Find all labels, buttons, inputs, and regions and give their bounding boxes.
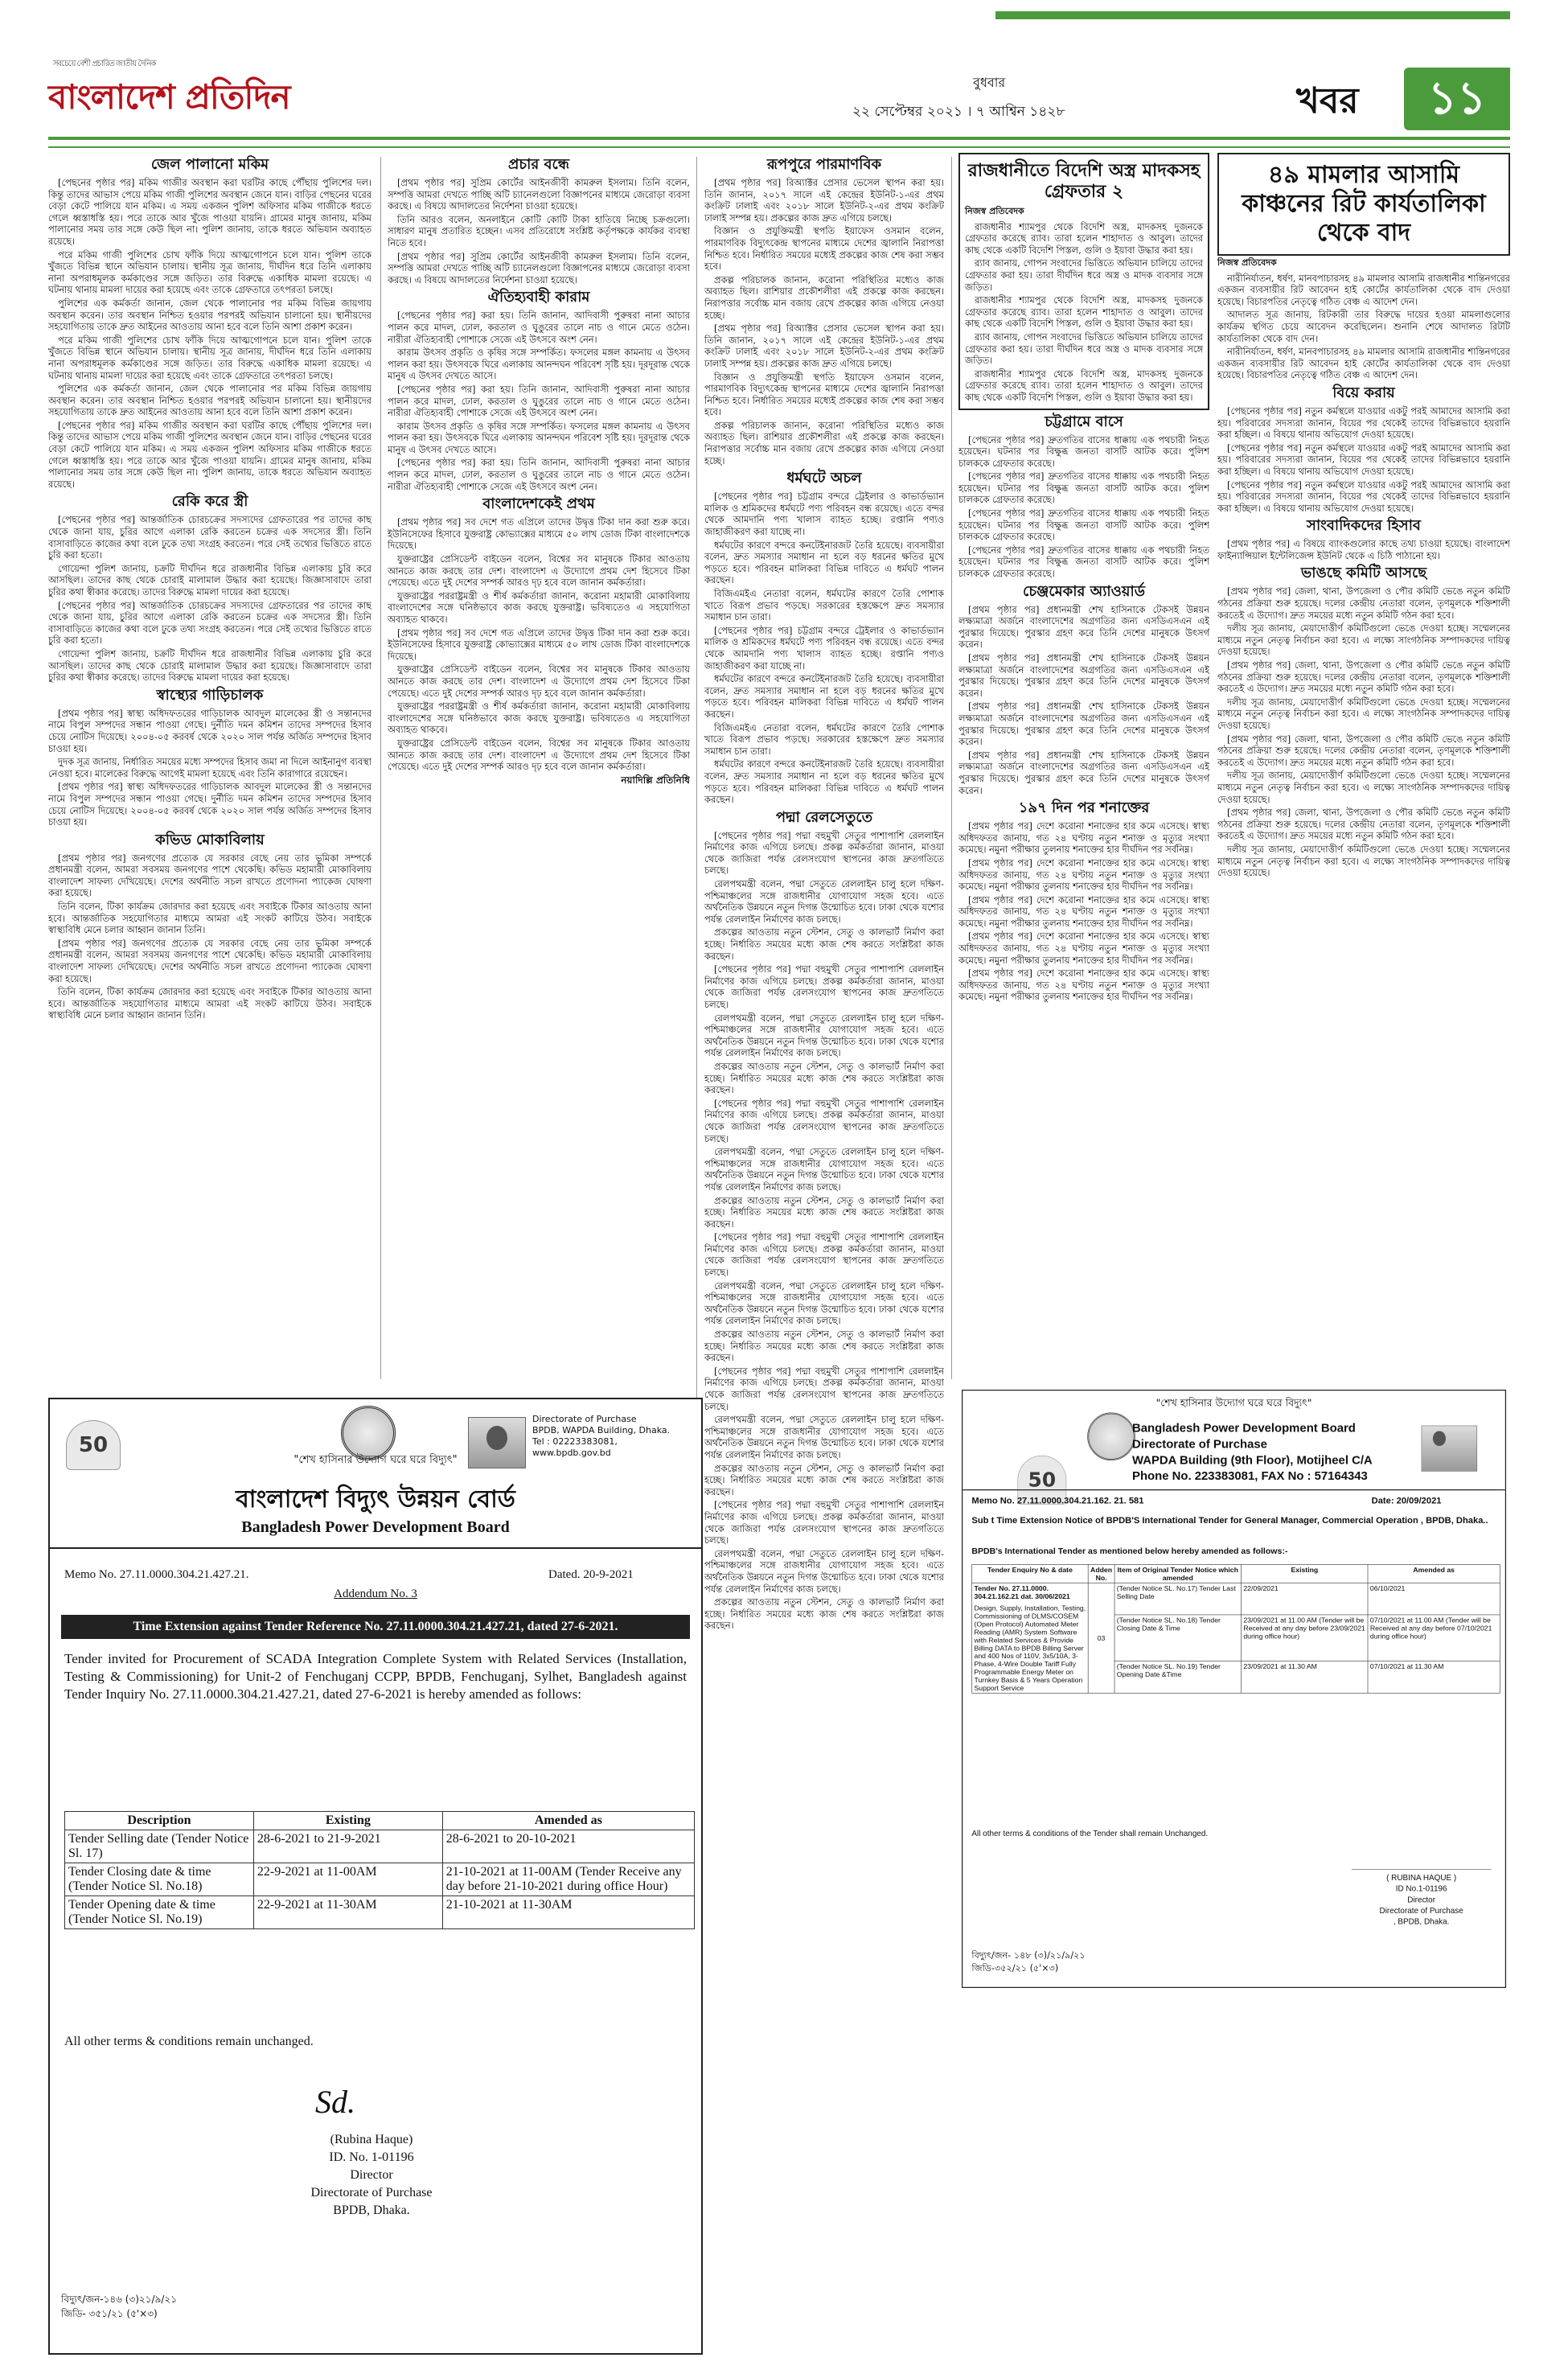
article-paragraph: [প্রথম পৃষ্ঠার পর] রিঅ্যাক্টর প্রেসার ভেসেল স্থাপন করা হয়। তিনি জানান, ২০১৭ সালে এই কেন্দ্রের ইউনিট-১-এর প্রথম কংক্রিট ঢালাই এবং ২০১৮ সালে ইউনিট-২-এর প্রথম কংক্রিট ঢালাই সম্পন্ন হয়। প্রকল্পের কাজ দ্রুত এগিয়ে চলছে। [704, 322, 944, 369]
article-paragraph: বিজিএমইএ নেতারা বলেন, ধর্মঘটের কারণে তৈরি পোশাক খাতে বিরূপ প্রভাব পড়ছে। সরকারের হস্তক্ষেপে দ্রুত সমস্যার সমাধান চান তারা। [704, 588, 944, 623]
article-paragraph: দুদক সূত্র জানায়, নির্ধারিত সময়ের মধ্যে সম্পদের হিসাব জমা না দিলে আইনানুগ ব্যবস্থা নেওয়া হবে। মালেকের বিরুদ্ধে আগেই মামলা হয়েছে এবং তিনি কারাগারে রয়েছেন। [48, 756, 371, 779]
article-paragraph: [পেছনের পৃষ্ঠার পর] পদ্মা বহুমুখী সেতুর পাশাপাশি রেললাইন নির্মাণের কাজ এগিয়ে চলছে। প্রকল্প কর্মকর্তারা জানান, মাওয়া থেকে জাজিরা পর্যন্ত রেলসংযোগ স্থাপনের কাজ দ্রুতগতিতে চলছে। [704, 1097, 944, 1144]
article-paragraph: [পেছনের পৃষ্ঠার পর] করা হয়। তিনি জানান, আদিবাসী পুরুষরা নানা আচার পালন করে মাদল, ঢোল, করতাল ও ঘুঙুরের তালে নাচ ও গানে মেতে ওঠেন। নারীরা ঐতিহ্যবাহী পোশাকে সেজে এই উৎসবে অংশ নেন। [388, 310, 690, 345]
time-extension-banner: Time Extension against Tender Reference No. 27.11.0000.304.21.427.21, dated 27-6-2021. [61, 1615, 690, 1639]
table-cell: Tender Opening date & time (Tender Notice Sl. No.19) [65, 1896, 254, 1929]
table-cell: (Tender Notice SL. No.17) Tender Last Selling Date [1114, 1583, 1242, 1615]
table-cell: (Tender Notice SL. No.18) Tender Closing Date & Time [1114, 1615, 1242, 1661]
article-paragraph: তিনি আরও বলেন, অনলাইনে কোটি কোটি টাকা হাতিয়ে নিচ্ছে চক্রগুলো। সাধারণ মানুষ প্রতারিত হচ্ছেন। এসব প্রতিরোধে সংশ্লিষ্ট কর্তৃপক্ষকে কার্যকর ব্যবস্থা নিতে হবে। [388, 213, 690, 248]
table-cell: 23/09/2021 at 11.00 AM (Tender will be Received at any day before 23/09/2021 during office hour) [1242, 1615, 1369, 1661]
headline-karam: ঐতিহ্যবাহী কারাম [487, 289, 590, 306]
table-header: Existing [1242, 1564, 1369, 1583]
directorate: Directorate of Purchase [1132, 1437, 1267, 1452]
article-paragraph: তিনি বলেন, টিকা কার্যক্রম জোরদার করা হয়েছে এবং সবাইকে টিকার আওতায় আনা হবে। আন্তর্জাতিক সহযোগিতার মাধ্যমে আমরা এই সংকট কাটিয়ে উঠব। সবাইকে স্বাস্থ্যবিধি মেনে চলার আহ্বান জানান তিনি। [48, 986, 371, 1021]
article-paragraph: [পেছনের পৃষ্ঠার পর] দ্রুতগতির বাসের ধাক্কায় এক পথচারী নিহত হয়েছেন। ঘটনার পর বিক্ষুব্ধ জনতা বাসটি আটক করে। পুলিশ চালককে গ্রেফতার করেছে। [958, 470, 1209, 506]
enquiry-number: Tender No. 27.11.0000. 304.21.162.21 dat. 30/06/2021 [974, 1583, 1070, 1600]
article-paragraph: [প্রথম পৃষ্ঠার পর] এ বিষয়ে ব্যাংকগুলোর কাছে তথ্য চাওয়া হয়েছে। বাংলাদেশ ফাইন্যান্সিয়াল ইন্টেলিজেন্স ইউনিট থেকে এ চিঠি পাঠানো হয়। [1217, 538, 1510, 561]
article-paragraph: প্রকল্প পরিচালক জানান, করোনা পরিস্থিতির মধ্যেও কাজ অব্যাহত ছিল। রাশিয়ার প্রকৌশলীরা এই প্রকল্পে কাজ করছেন। নিরাপত্তার সর্বোচ্চ মান বজায় রেখে প্রকল্পের কাজ এগিয়ে নেওয়া হচ্ছে। [704, 273, 944, 321]
article-paragraph: পুলিশের এক কর্মকর্তা জানান, জেল থেকে পালানোর পর মকিম বিভিন্ন জায়গায় অবস্থান করেন। তার অবস্থান নিশ্চিত হওয়ার পরপরই অভিযান চালানো হয়। স্থানীয়দের সহযোগিতায় তাকে দ্রুত আইনের আওতায় আনা হবে বলে তিনি আশা প্রকাশ করেন। [48, 383, 371, 418]
article-paragraph: প্রকল্পের আওতায় নতুন স্টেশন, সেতু ও কালভার্ট নির্মাণ করা হচ্ছে। নির্ধারিত সময়ের মধ্যে কাজ শেষ করতে সংশ্লিষ্টরা কাজ করছেন। [704, 1194, 944, 1230]
enquiry-cell [972, 1583, 1088, 1693]
article-paragraph: [পেছনের পৃষ্ঠার পর] পদ্মা বহুমুখী সেতুর পাশাপাশি রেললাইন নির্মাণের কাজ এগিয়ে চলছে। প্রকল্প কর্মকর্তারা জানান, মাওয়া থেকে জাজিরা পর্যন্ত রেলসংযোগ স্থাপনের কাজ দ্রুতগতিতে চলছে। [704, 963, 944, 1010]
office-line: Directorate of Purchase [532, 1414, 637, 1424]
signer-line: Directorate of Purchase [310, 2186, 433, 2199]
article-paragraph: গোয়েন্দা পুলিশ জানায়, চক্রটি দীর্ঘদিন ধরে রাজধানীর বিভিন্ন এলাকায় চুরি করে আসছিল। তাদের কাছ থেকে চোরাই মালামাল উদ্ধার করা হয়েছে। জিজ্ঞাসাবাদে তারা চুরির কথা স্বীকার করেছে। তাদের বিরুদ্ধে মামলা দায়ের করা হয়েছে। [48, 647, 371, 684]
signer-block [1352, 1850, 1492, 1928]
table-header: Item of Original Tender Notice which amended [1114, 1564, 1242, 1583]
org-block [1132, 1420, 1373, 1484]
article-paragraph: যুক্তরাষ্ট্রের প্রেসিডেন্ট বাইডেন বলেন, বিশ্বের সব মানুষকে টিকার আওতায় আনতে কাজ করছে তার দেশ। বাংলাদেশ এ উদ্যোগে প্রথম দেশ হিসেবে টিকা পেয়েছে। এতে দুই দেশের সম্পর্ক আরও দৃঢ় হবে বলে জানান কর্মকর্তারা। [388, 737, 690, 773]
article-paragraph: গোয়েন্দা পুলিশ জানায়, চক্রটি দীর্ঘদিন ধরে রাজধানীর বিভিন্ন এলাকায় চুরি করে আসছিল। তাদের কাছ থেকে চোরাই মালামাল উদ্ধার করা হয়েছে। জিজ্ঞাসাবাদে তারা চুরির কথা স্বীকার করেছে। তাদের বিরুদ্ধে মামলা দায়ের করা হয়েছে। [48, 562, 371, 598]
signer-line: ID. No. 1-01196 [329, 2150, 414, 2164]
headline-padma-rail: পদ্মা রেলসেতুতে [775, 808, 873, 826]
memo-date: Date: 20/09/2021 [1371, 1495, 1442, 1505]
jubilee-logo: 50 [1017, 1456, 1066, 1505]
signer-block [259, 2131, 484, 2220]
headline-kanchan: ৪৯ মামলার আসামি কাঞ্চনের রিট কার্যতালিকা থেকে বাদ [1242, 161, 1486, 247]
masthead-rule [48, 137, 1510, 140]
table-cell: 28-6-2021 to 20-10-2021 [442, 1830, 694, 1863]
signer-line: ID No.1-01196 [1395, 1884, 1447, 1894]
table-row [65, 1863, 695, 1896]
article-paragraph: [প্রথম পৃষ্ঠার পর] জনগণের প্রত্যেক যে সরকার বেছে নেয় তার ভূমিকা সম্পর্কে প্রধানমন্ত্রী বলেন, আমরা সবসময় জনগণের পাশে থেকেছি। কভিড মহামারী মোকাবিলায় বাংলাদেশ সাফল্য দেখিয়েছে। দেশের অর্থনীতি সচল রাখতে প্রণোদনা প্যাকেজ ঘোষণা করা হয়েছে। [48, 852, 371, 899]
byline: নিজস্ব প্রতিবেদক [965, 206, 1024, 216]
article-paragraph: [প্রথম পৃষ্ঠার পর] জেলা, থানা, উপজেলা ও পৌর কমিটি ভেঙে নতুন কমিটি গঠনের প্রক্রিয়া শুরু হয়েছে। দলের কেন্দ্রীয় নেতারা বলেন, তৃণমূলকে শক্তিশালী করতেই এ উদ্যোগ। দ্রুত সময়ের মধ্যে নতুন কমিটি গঠন করা হবে। [1217, 733, 1510, 768]
table-row [65, 1896, 695, 1929]
article-paragraph: [প্রথম পৃষ্ঠার পর] প্রধানমন্ত্রী শেখ হাসিনাকে টেকসই উন্নয়ন লক্ষ্যমাত্রা অর্জনে বাংলাদেশের অগ্রগতির জন্য এসডিএসএন এই পুরস্কার দিয়েছে। পুরস্কার গ্রহণ করে তিনি দেশের মানুষকে উৎসর্গ করেন। [958, 700, 1209, 748]
article-paragraph: [পেছনের পৃষ্ঠার পর] পদ্মা বহুমুখী সেতুর পাশাপাশি রেললাইন নির্মাণের কাজ এগিয়ে চলছে। প্রকল্প কর্মকর্তারা জানান, মাওয়া থেকে জাজিরা পর্যন্ত রেলসংযোগ স্থাপনের কাজ দ্রুতগতিতে চলছে। [704, 1365, 944, 1412]
article-paragraph: যুক্তরাষ্ট্রের পররাষ্ট্রমন্ত্রী ও শীর্ষ কর্মকর্তারা জানান, করোনা মহামারী মোকাবিলায় বাংলাদেশের সঙ্গে ঘনিষ্ঠভাবে কাজ করছে যুক্তরাষ্ট্র। ভবিষ্যতেও এ সহযোগিতা অব্যাহত থাকবে। [388, 700, 690, 736]
amendment-table [64, 1811, 695, 1929]
article-paragraph: [প্রথম পৃষ্ঠার পর] জেলা, থানা, উপজেলা ও পৌর কমিটি ভেঙে নতুন কমিটি গঠনের প্রক্রিয়া শুরু হয়েছে। দলের কেন্দ্রীয় নেতারা বলেন, তৃণমূলকে শক্তিশালী করতেই এ উদ্যোগ। দ্রুত সময়ের মধ্যে নতুন কমিটি গঠন করা হবে। [1217, 807, 1510, 842]
headline-covid: কভিড মোকাবিলায় [155, 831, 265, 848]
article-paragraph: প্রকল্পের আওতায় নতুন স্টেশন, সেতু ও কালভার্ট নির্মাণ করা হচ্ছে। নির্ধারিত সময়ের মধ্যে কাজ শেষ করতে সংশ্লিষ্টরা কাজ করছেন। [704, 1462, 944, 1497]
page-number: ১১ [1404, 68, 1510, 130]
table-cell: Tender Selling date (Tender Notice Sl. 17) [65, 1830, 254, 1863]
bpdb-tender-ad-right [962, 1390, 1506, 1988]
article-paragraph: রেলপথমন্ত্রী বলেন, পদ্মা সেতুতে রেললাইন চালু হলে দক্ষিণ-পশ্চিমাঞ্চলের সঙ্গে রাজধানীর যোগাযোগ সহজ হবে। এতে অর্থনৈতিক উন্নয়নে নতুন দিগন্ত উন্মোচিত হবে। ঢাকা থেকে যশোর পর্যন্ত রেললাইন নির্মাণের কাজ চলছে। [704, 1146, 944, 1193]
logo-tagline: সবচেয়ে বেশী প্রচারিত জাতীয় দৈনিক [53, 60, 156, 68]
article-paragraph: রেলপথমন্ত্রী বলেন, পদ্মা সেতুতে রেললাইন চালু হলে দক্ষিণ-পশ্চিমাঞ্চলের সঙ্গে রাজধানীর যোগাযোগ সহজ হবে। এতে অর্থনৈতিক উন্নয়নে নতুন দিগন্ত উন্মোচিত হবে। ঢাকা থেকে যশোর পর্যন্ত রেললাইন নির্মাণের কাজ চলছে। [704, 1279, 944, 1327]
ad-code: জিডি- ৩৫১/২১ (৫'×৩) [61, 2308, 158, 2319]
office-line: www.bpdb.gov.bd [532, 1448, 611, 1458]
article-paragraph: নারীনির্যাতন, ধর্ষণ, মানবপাচারসহ ৪৯ মামলার আসামি রাজধানীর শান্তিনগরের একজন ব্যবসায়ীর রিট আবেদন হাই কোর্টের কার্যতালিকা থেকে বাদ দেওয়া হয়েছে। বিচারপতির নেতৃত্বে গঠিত বেঞ্চ এ আদেশ দেন। [1217, 272, 1510, 307]
headline-changemaker: চেঞ্জমেকার অ্যাওয়ার্ড [1023, 582, 1145, 600]
article-paragraph: ধর্মঘটের কারণে বন্দরে কনটেইনারজট তৈরি হয়েছে। ব্যবসায়ীরা বলেন, দ্রুত সমস্যার সমাধান না হলে বড় ধরনের ক্ষতির মুখে পড়তে হবে। পরিবহন মালিকরা বিভিন্ন দাবিতে এ ধর্মঘট পালন করছেন। [704, 673, 944, 720]
subject-line: Sub t Time Extension Notice of BPDB'S International Tender for General Manager, Commercial Operation , BPDB, Dhaka.. [971, 1515, 1488, 1526]
article-paragraph: [প্রথম পৃষ্ঠার পর] দেশে করোনা শনাক্তের হার কমে এসেছে। স্বাস্থ্য অধিদফতর জানায়, গত ২৪ ঘণ্টায় নতুন শনাক্ত ও মৃত্যুর সংখ্যা কমেছে। নমুনা পরীক্ষার তুলনায় শনাক্তের হার দীর্ঘদিন পর সর্বনিম্ন। [958, 967, 1209, 1003]
masthead-green-bar [995, 11, 1510, 19]
article-paragraph: রেলপথমন্ত্রী বলেন, পদ্মা সেতুতে রেললাইন চালু হলে দক্ষিণ-পশ্চিমাঞ্চলের সঙ্গে রাজধানীর যোগাযোগ সহজ হবে। এতে অর্থনৈতিক উন্নয়নে নতুন দিগন্ত উন্মোচিত হবে। ঢাকা থেকে যশোর পর্যন্ত রেললাইন নির্মাণের কাজ চলছে। [704, 1414, 944, 1460]
ad-code: বিদ্যুৎ/জন- ১৪৮ (৩)/২১/৯/২১ [971, 1949, 1086, 1961]
ad-code: জিডি-৩৫২/২১ (৫'×৩) [971, 1963, 1059, 1974]
memo-number: Memo No. 27.11.0000.304.21.162. 21. 581 [971, 1495, 1144, 1505]
article-paragraph: [প্রথম পৃষ্ঠার পর] সব দেশে গত এপ্রিলে তাদের উদ্বৃত্ত টিকা দান করা শুরু করে। ইউনিসেফের হিসাবে যুক্তরাষ্ট্র কোভ্যাক্সের মাধ্যমে ৫০ লাখ ডোজ টিকা বাংলাদেশকে দিয়েছে। [388, 516, 690, 552]
article-paragraph: ধর্মঘটের কারণে বন্দরে কনটেইনারজট তৈরি হয়েছে। ব্যবসায়ীরা বলেন, দ্রুত সমস্যার সমাধান না হলে বড় ধরনের ক্ষতির মুখে পড়তে হবে। পরিবহন মালিকরা বিভিন্ন দাবিতে এ ধর্মঘট পালন করছেন। [704, 539, 944, 586]
article-paragraph: প্রকল্পের আওতায় নতুন স্টেশন, সেতু ও কালভার্ট নির্মাণ করা হচ্ছে। নির্ধারিত সময়ের মধ্যে কাজ শেষ করতে সংশ্লিষ্টরা কাজ করছেন। [704, 1060, 944, 1096]
headline-jail-escape: জেল পালানো মকিম [150, 156, 269, 173]
article-paragraph: দলীয় সূত্র জানায়, মেয়াদোত্তীর্ণ কমিটিগুলো ভেঙে দেওয়া হচ্ছে। সম্মেলনের মাধ্যমে নতুন নেতৃত্ব নির্বাচন করা হবে। এ লক্ষ্যে সাংগঠনিক সম্পাদকদের দায়িত্ব দেওয়া হয়েছে। [1217, 696, 1510, 731]
headline-marriage: বিয়ে করায় [1332, 384, 1395, 401]
headline-health-driver: স্বাস্থ্যের গাড়িচালক [156, 686, 264, 704]
table-cell: (Tender Notice SL. No.19) Tender Opening Date &Time [1114, 1661, 1242, 1693]
intro-line: BPDB's International Tender as mentioned below hereby amended as follows:- [971, 1546, 1288, 1556]
article-paragraph: [পেছনের পৃষ্ঠার পর] মকিম গাজীর অবস্থান করা ঘরটির কাছে পৌঁছায় পুলিশের দল। কিন্তু তাদের আভাস পেয়ে মকিম গাজী পুলিশের অবস্থান জেনে যান। বাড়ির পেছনের ঘরের বেড়া কেটে পালিয়ে যান মকিম। এ সময় একজন পুলিশ অফিসার মকিম গাজীকে ধরতে গেলে ধ্বস্তাধস্তি হয়। পরে তাকে আর খুঁজে পাওয়া যায়নি। গ্রামের মানুষ জানায়, মকিম পালানোর সময় তার সঙ্গে কেউ ছিল না। পুলিশ জানায়, তাকে ধরতে অভিযান অব্যাহত রয়েছে। [48, 419, 371, 490]
signer-line: Director [350, 2168, 393, 2182]
article-paragraph: বিজ্ঞান ও প্রযুক্তিমন্ত্রী স্থপতি ইয়াফেস ওসমান বলেন, পারমাণবিক বিদ্যুৎকেন্দ্র স্থাপনের মাধ্যমে দেশের জ্বালানি নিরাপত্তা নিশ্চিত হবে। নির্ধারিত সময়ের মধ্যেই প্রকল্পের কাজ শেষ করা সম্ভব হবে। [704, 225, 944, 273]
signer-line: , BPDB, Dhaka. [1393, 1917, 1450, 1927]
jubilee-logo: 50 [66, 1420, 121, 1470]
masthead [0, 0, 1568, 161]
ad-slogan: "শেখ হাসিনার উদ্যোগ ঘরে ঘরে বিদ্যুৎ" [1155, 1396, 1312, 1409]
table-header: Adden No. [1088, 1564, 1114, 1583]
article-paragraph: [প্রথম পৃষ্ঠার পর] দেশে করোনা শনাক্তের হার কমে এসেছে। স্বাস্থ্য অধিদফতর জানায়, গত ২৪ ঘণ্টায় নতুন শনাক্ত ও মৃত্যুর সংখ্যা কমেছে। নমুনা পরীক্ষার তুলনায় শনাক্তের হার দীর্ঘদিন পর সর্বনিম্ন। [958, 930, 1209, 966]
headline-bangladesh-first: বাংলাদেশকেই প্রথম [482, 495, 595, 513]
newspaper-logo [48, 60, 290, 128]
article-paragraph: রাজধানীর শ্যামপুর থেকে বিদেশি অস্ত্র, মাদকসহ দুজনকে গ্রেফতার করেছে র‍্যাব। তারা হলেন শাহাদাত ও আবুল। তাদের কাছ থেকে একটি বিদেশি পিস্তল, গুলি ও ইয়াবা উদ্ধার করা হয়। [965, 368, 1203, 403]
article-paragraph: নারীনির্যাতন, ধর্ষণ, মানবপাচারসহ ৪৯ মামলার আসামি রাজধানীর শান্তিনগরের একজন ব্যবসায়ীর রিট আবেদন হাই কোর্টের কার্যতালিকা থেকে বাদ দেওয়া হয়েছে। বিচারপতির নেতৃত্বে গঠিত বেঞ্চ এ আদেশ দেন। [1217, 346, 1510, 381]
table-row [972, 1583, 1500, 1615]
bpdb-tender-ad-left [48, 1398, 703, 2355]
column-divider [951, 157, 952, 1379]
article-paragraph: রাজধানীর শ্যামপুর থেকে বিদেশি অস্ত্র, মাদকসহ দুজনকে গ্রেফতার করেছে র‍্যাব। তারা হলেন শাহাদাত ও আবুল। তাদের কাছ থেকে একটি বিদেশি পিস্তল, গুলি ও ইয়াবা উদ্ধার করা হয়। [965, 220, 1203, 256]
org-name-en: Bangladesh Power Development Board [1132, 1421, 1356, 1435]
column-2 [388, 153, 690, 1379]
phone-fax: Phone No. 223383081, FAX No : 57164343 [1132, 1469, 1368, 1483]
table-header: Existing [253, 1812, 442, 1830]
article-paragraph: কারাম উৎসব প্রকৃতি ও কৃষির সঙ্গে সম্পর্কিত। ফসলের মঙ্গল কামনায় এ উৎসব পালন করা হয়। উৎসবকে ঘিরে এলাকায় আনন্দঘন পরিবেশ সৃষ্টি হয়। দূরদূরান্ত থেকে মানুষ এ উৎসব দেখতে আসে। [388, 420, 690, 455]
office-line: BPDB, WAPDA Building, Dhaka. [532, 1425, 671, 1435]
headline-strike: ধর্মঘটে অচল [786, 470, 862, 487]
ad-codes [61, 2292, 177, 2321]
article-paragraph: [পেছনের পৃষ্ঠার পর] চট্টগ্রাম বন্দরে ট্রেইলার ও কাভার্ডভ্যান মালিক ও শ্রমিকদের ধর্মঘটে পণ্য পরিবহন বন্ধ রয়েছে। এতে বন্দর থেকে আমদানি পণ্য খালাস ব্যাহত হচ্ছে। রপ্তানি পণ্যও জাহাজীকরণ করা যাচ্ছে না। [704, 624, 944, 672]
ad-codes [971, 1949, 1085, 1975]
portrait-image [1422, 1426, 1477, 1472]
article-paragraph: [পেছনের পৃষ্ঠার পর] করা হয়। তিনি জানান, আদিবাসী পুরুষরা নানা আচার পালন করে মাদল, ঢোল, করতাল ও ঘুঙুরের তালে নাচ ও গানে মেতে ওঠেন। নারীরা ঐতিহ্যবাহী পোশাকে সেজে এই উৎসবে অংশ নেন। [388, 383, 690, 419]
signer-line: Directorate of Purchase [1379, 1906, 1463, 1916]
table-cell: 06/10/2021 [1368, 1583, 1500, 1615]
signer-line: BPDB, Dhaka. [333, 2204, 410, 2217]
article-paragraph: [প্রথম পৃষ্ঠার পর] সুপ্রিম কোর্টের আইনজীবী কামরুল ইসলাম। তিনি বলেন, সম্পত্তি আমরা দেখতে পাচ্ছি অটি চ্যানেলগুলো বিজ্ঞাপনের মাধ্যমে জেরোড়া ব্যবসা করছে। এ বিষয়ে আদালতের নির্দেশনা চাওয়া হয়েছে। [388, 177, 690, 212]
footer-note: All other terms & conditions of the Tender shall remain Unchanged. [971, 1829, 1209, 1838]
byline: নিজস্ব প্রতিবেদক [1217, 257, 1277, 268]
column-divider [380, 157, 381, 1379]
enquiry-description: Design, Supply, Installation, Testing, Commissioning of DLMS/COSEM (Open Protocol) Automated Meter Reading (AMR) System Software with Related Services & Provide Billing DATA to BPDB Billing Server and 400 Nos of 110V, 3x5/10A, 3-Phase, 4-Wire Double Tariff Fully Programmable Energy Meter on Turnkey Basis & 5 Years Operation Support Service [974, 1604, 1086, 1692]
table-cell: 07/10/2021 at 11.30 AM [1368, 1661, 1500, 1693]
tender-body: Tender invited for Procurement of SCADA Integration Complete System with Related Services (Installation, Testing & Commissioning) for Unit-2 of Fenchuganj CCPP, BPDB, Fenchuganj, Sylhet, Bangladesh against Tender Inquiry No. 27.11.0000.304.21.427.21, dated 27-6-2021 is hereby amended as follows: [64, 1651, 687, 1702]
column-1 [48, 153, 371, 1379]
issue-date: ২২ সেপ্টেম্বর ২০২১ । ৭ আশ্বিন ১৪২৮ [852, 104, 1065, 120]
masthead-rule-thin [48, 146, 1510, 148]
headline-197-days: ১৯৭ দিন পর শনাক্তের [1018, 799, 1150, 817]
article-paragraph: [পেছনের পৃষ্ঠার পর] চট্টগ্রাম বন্দরে ট্রেইলার ও কাভার্ডভ্যান মালিক ও শ্রমিকদের ধর্মঘটে পণ্য পরিবহন বন্ধ রয়েছে। এতে বন্দর থেকে আমদানি পণ্য খালাস ব্যাহত হচ্ছে। রপ্তানি পণ্যও জাহাজীকরণ করা যাচ্ছে না। [704, 491, 944, 538]
article-paragraph: দলীয় সূত্র জানায়, মেয়াদোত্তীর্ণ কমিটিগুলো ভেঙে দেওয়া হচ্ছে। সম্মেলনের মাধ্যমে নতুন নেতৃত্ব নির্বাচন করা হবে। এ লক্ষ্যে সাংগঠনিক সম্পাদকদের দায়িত্ব দেওয়া হয়েছে। [1217, 770, 1510, 805]
signer-line: Director [1407, 1896, 1435, 1904]
article-paragraph: [পেছনের পৃষ্ঠার পর] পদ্মা বহুমুখী সেতুর পাশাপাশি রেললাইন নির্মাণের কাজ এগিয়ে চলছে। প্রকল্প কর্মকর্তারা জানান, মাওয়া থেকে জাজিরা পর্যন্ত রেলসংযোগ স্থাপনের কাজ দ্রুতগতিতে চলছে। [704, 1231, 944, 1279]
article-paragraph: [প্রথম পৃষ্ঠার পর] জেলা, থানা, উপজেলা ও পৌর কমিটি ভেঙে নতুন কমিটি গঠনের প্রক্রিয়া শুরু হয়েছে। দলের কেন্দ্রীয় নেতারা বলেন, তৃণমূলকে শক্তিশালী করতেই এ উদ্যোগ। দ্রুত সময়ের মধ্যে নতুন কমিটি গঠন করা হবে। [1217, 585, 1510, 621]
headline-stop-ads: প্রচার বন্ধে [507, 156, 570, 173]
article-paragraph: [প্রথম পৃষ্ঠার পর] রিঅ্যাক্টর প্রেসার ভেসেল স্থাপন করা হয়। তিনি জানান, ২০১৭ সালে এই কেন্দ্রের ইউনিট-১-এর প্রথম কংক্রিট ঢালাই এবং ২০১৮ সালে ইউনিট-২-এর প্রথম কংক্রিট ঢালাই সম্পন্ন হয়। প্রকল্পের কাজ দ্রুত এগিয়ে চলছে। [704, 177, 944, 224]
article-paragraph: পরে মকিম গাজী পুলিশের চোখ ফাঁকি দিয়ে আত্মগোপনে চলে যান। পুলিশ তাকে খুঁজতে বিভিন্ন স্থানে অভিযান চালায়। স্থানীয় সূত্র জানায়, দীর্ঘদিন ধরে তিনি এলাকায় নানা অপরাধমূলক কর্মকাণ্ডের সঙ্গে জড়িত। তার বিরুদ্ধে একাধিক মামলা রয়েছে। এ ঘটনায় থানায় মামলা দায়ের করা হয়েছে এবং তাকে গ্রেফতারে তৎপরতা চলছে। [48, 334, 371, 381]
article-paragraph: [প্রথম পৃষ্ঠার পর] প্রধানমন্ত্রী শেখ হাসিনাকে টেকসই উন্নয়ন লক্ষ্যমাত্রা অর্জনে বাংলাদেশের অগ্রগতির জন্য এসডিএসএন এই পুরস্কার দিয়েছে। পুরস্কার গ্রহণ করে তিনি দেশের মানুষকে উৎসর্গ করেন। [958, 603, 1209, 651]
article-paragraph: পরে মকিম গাজী পুলিশের চোখ ফাঁকি দিয়ে আত্মগোপনে চলে যান। পুলিশ তাকে খুঁজতে বিভিন্ন স্থানে অভিযান চালায়। স্থানীয় সূত্র জানায়, দীর্ঘদিন ধরে তিনি এলাকায় নানা অপরাধমূলক কর্মকাণ্ডের সঙ্গে জড়িত। তার বিরুদ্ধে একাধিক মামলা রয়েছে। এ ঘটনায় থানায় মামলা দায়ের করা হয়েছে এবং তাকে গ্রেফতারে তৎপরতা চলছে। [48, 248, 371, 296]
column-3 [704, 153, 944, 2352]
article-paragraph: রাজধানীর শ্যামপুর থেকে বিদেশি অস্ত্র, মাদকসহ দুজনকে গ্রেফতার করেছে র‍্যাব। তারা হলেন শাহাদাত ও আবুল। তাদের কাছ থেকে একটি বিদেশি পিস্তল, গুলি ও ইয়াবা উদ্ধার করা হয়। [965, 294, 1203, 330]
article-paragraph: তিনি বলেন, টিকা কার্যক্রম জোরদার করা হয়েছে এবং সবাইকে টিকার আওতায় আনা হবে। আন্তর্জাতিক সহযোগিতার মাধ্যমে আমরা এই সংকট কাটিয়ে উঠব। সবাইকে স্বাস্থ্যবিধি মেনে চলার আহ্বান জানান তিনি। [48, 901, 371, 936]
amendment-table [971, 1564, 1500, 1694]
table-header: Description [65, 1812, 254, 1830]
article-paragraph: প্রকল্পের আওতায় নতুন স্টেশন, সেতু ও কালভার্ট নির্মাণ করা হচ্ছে। নির্ধারিত সময়ের মধ্যে কাজ শেষ করতে সংশ্লিষ্টরা কাজ করছেন। [704, 1329, 944, 1364]
headline-journalists: সাংবাদিকদের হিসাব [1307, 517, 1421, 535]
article-paragraph: [প্রথম পৃষ্ঠার পর] স্বাস্থ্য অধিদফতরের গাড়িচালক আবদুল মালেকের স্ত্রী ও সন্তানদের নামে বিপুল সম্পদের সন্ধান পাওয়া গেছে। দুর্নীতি দমন কমিশন তাদের সম্পদের হিসাব চেয়ে নোটিস দিয়েছে। ২০০৪-০৫ করবর্ষ থেকে ২০২০ সাল পর্যন্ত অর্জিত সম্পদের হিসাব চাওয়া হয়। [48, 781, 371, 828]
col5-inner [1217, 153, 1510, 879]
article-paragraph: [পেছনের পৃষ্ঠার পর] দ্রুতগতির বাসের ধাক্কায় এক পথচারী নিহত হয়েছেন। ঘটনার পর বিক্ষুব্ধ জনতা বাসটি আটক করে। পুলিশ চালককে গ্রেফতার করেছে। [958, 507, 1209, 543]
column-5 [979, 153, 1510, 1379]
article-paragraph: [পেছনের পৃষ্ঠার পর] আন্তর্জাতিক চোরচক্রের সদস্যদের গ্রেফতারের পর তাদের কাছ থেকে জানা যায়, চুরির আগে এলাকা রেকি করতেন চক্রের এক সদস্যের স্ত্রী। তিনি বাসাবাড়িতে কাজের কথা বলে ঢুকে তথ্য সংগ্রহ করতেন। পরে সেই তথ্যের ভিত্তিতে রাতে চুরি করা হতো। [48, 514, 371, 561]
section-name: খবর [1296, 80, 1359, 121]
footer-note: All other terms & conditions remain unchanged. [64, 2035, 314, 2048]
memo-number: Memo No. 27.11.0000.304.21.427.21. [64, 1568, 249, 1581]
org-name-bn: বাংলাদেশ বিদ্যুৎ উন্নয়ন বোর্ড [236, 1485, 515, 1514]
table-row [65, 1830, 695, 1863]
addendum-number: 03 [1088, 1583, 1114, 1693]
headline-rooppur: রূপপুরে পারমাণবিক [766, 156, 882, 173]
org-name-en: Bangladesh Power Development Board [241, 1518, 510, 1536]
lead-boxed-story [1217, 153, 1510, 256]
table-cell: 21-10-2021 at 11-00AM (Tender Receive any day before 21-10-2021 during office Hour) [442, 1863, 694, 1896]
table-header-row [65, 1812, 695, 1830]
ad-rule [963, 1489, 1505, 1490]
article-paragraph: প্রকল্পের আওতায় নতুন স্টেশন, সেতু ও কালভার্ট নির্মাণ করা হচ্ছে। নির্ধারিত সময়ের মধ্যে কাজ শেষ করতে সংশ্লিষ্টরা কাজ করছেন। [704, 1596, 944, 1632]
table-header: Tender Enquiry No & date [972, 1564, 1088, 1583]
article-paragraph: [পেছনের পৃষ্ঠার পর] নতুন কর্মস্থলে যাওয়ার একটু পরই আমাদের আসামি করা হয়। পরিবারের সদস্যরা জানান, বিয়ের পর থেকেই তাদের বিভিন্নভাবে হয়রানি করা হচ্ছিল। এ বিষয়ে থানায় অভিযোগ দেওয়া হয়েছে। [1217, 478, 1510, 514]
issue-day: বুধবার [973, 75, 1006, 90]
article-paragraph: রেলপথমন্ত্রী বলেন, পদ্মা সেতুতে রেললাইন চালু হলে দক্ষিণ-পশ্চিমাঞ্চলের সঙ্গে রাজধানীর যোগাযোগ সহজ হবে। এতে অর্থনৈতিক উন্নয়নে নতুন দিগন্ত উন্মোচিত হবে। ঢাকা থেকে যশোর পর্যন্ত রেললাইন নির্মাণের কাজ চলছে। [704, 878, 944, 925]
bpdb-seal-icon [1087, 1413, 1135, 1461]
article-paragraph: পুলিশের এক কর্মকর্তা জানান, জেল থেকে পালানোর পর মকিম বিভিন্ন জায়গায় অবস্থান করেন। তার অবস্থান নিশ্চিত হওয়ার পরপরই অভিযান চালানো হয়। স্থানীয়দের সহযোগিতায় তাকে দ্রুত আইনের আওতায় আনা হবে বলে তিনি আশা প্রকাশ করেন। [48, 297, 371, 333]
article-paragraph: রেলপথমন্ত্রী বলেন, পদ্মা সেতুতে রেললাইন চালু হলে দক্ষিণ-পশ্চিমাঞ্চলের সঙ্গে রাজধানীর যোগাযোগ সহজ হবে। এতে অর্থনৈতিক উন্নয়নে নতুন দিগন্ত উন্মোচিত হবে। ঢাকা থেকে যশোর পর্যন্ত রেললাইন নির্মাণের কাজ চলছে। [704, 1012, 944, 1059]
signature-scribble [1352, 1850, 1492, 1870]
article-paragraph: যুক্তরাষ্ট্রের পররাষ্ট্রমন্ত্রী ও শীর্ষ কর্মকর্তারা জানান, করোনা মহামারী মোকাবিলায় বাংলাদেশের সঙ্গে ঘনিষ্ঠভাবে কাজ করছে যুক্তরাষ্ট্র। ভবিষ্যতেও এ সহযোগিতা অব্যাহত থাকবে। [388, 589, 690, 625]
article-paragraph: ধর্মঘটের কারণে বন্দরে কনটেইনারজট তৈরি হয়েছে। ব্যবসায়ীরা বলেন, দ্রুত সমস্যার সমাধান না হলে বড় ধরনের ক্ষতির মুখে পড়তে হবে। পরিবহন মালিকরা বিভিন্ন দাবিতে এ ধর্মঘট পালন করছেন। [704, 758, 944, 806]
table-cell: 28-6-2021 to 21-9-2021 [253, 1830, 442, 1863]
article-paragraph: [পেছনের পৃষ্ঠার পর] পদ্মা বহুমুখী সেতুর পাশাপাশি রেললাইন নির্মাণের কাজ এগিয়ে চলছে। প্রকল্প কর্মকর্তারা জানান, মাওয়া থেকে জাজিরা পর্যন্ত রেলসংযোগ স্থাপনের কাজ দ্রুতগতিতে চলছে। [704, 829, 944, 877]
building-address: WAPDA Building (9th Floor), Motijheel C/A [1132, 1453, 1373, 1468]
table-header: Amended as [1368, 1564, 1500, 1583]
ad-slogan: "শেখ হাসিনার উদ্যোগ ঘরে ঘরে বিদ্যুৎ" [293, 1454, 458, 1466]
table-header: Amended as [442, 1812, 694, 1830]
article-paragraph: র‍্যাব জানায়, গোপন সংবাদের ভিত্তিতে অভিযান চালিয়ে তাদের গ্রেফতার করা হয়। তারা দীর্ঘদিন ধরে অস্ত্র ও মাদক ব্যবসার সঙ্গে জড়িত। [965, 331, 1203, 367]
ad-rule [50, 1547, 701, 1549]
article-paragraph: [পেছনের পৃষ্ঠার পর] মকিম গাজীর অবস্থান করা ঘরটির কাছে পৌঁছায় পুলিশের দল। কিন্তু তাদের আভাস পেয়ে মকিম গাজী পুলিশের অবস্থান জেনে যান। বাড়ির পেছনের ঘরের বেড়া কেটে পালিয়ে যান মকিম। এ সময় একজন পুলিশ অফিসার মকিম গাজীকে ধরতে গেলে ধ্বস্তাধস্তি হয়। পরে তাকে আর খুঁজে পাওয়া যায়নি। গ্রামের মানুষ জানায়, মকিম পালানোর সময় তার সঙ্গে কেউ ছিল না। পুলিশ জানায়, তাকে ধরতে অভিযান অব্যাহত রয়েছে। [48, 177, 371, 247]
table-cell: 21-10-2021 at 11-30AM [442, 1896, 694, 1929]
article-paragraph: দলীয় সূত্র জানায়, মেয়াদোত্তীর্ণ কমিটিগুলো ভেঙে দেওয়া হচ্ছে। সম্মেলনের মাধ্যমে নতুন নেতৃত্ব নির্বাচন করা হবে। এ লক্ষ্যে সাংগঠনিক সম্পাদকদের দায়িত্ব দেওয়া হয়েছে। [1217, 622, 1510, 658]
article-paragraph: [পেছনের পৃষ্ঠার পর] দ্রুতগতির বাসের ধাক্কায় এক পথচারী নিহত হয়েছেন। ঘটনার পর বিক্ষুব্ধ জনতা বাসটি আটক করে। পুলিশ চালককে গ্রেফতার করেছে। [958, 433, 1209, 469]
table-cell: 22-9-2021 at 11-30AM [253, 1896, 442, 1929]
table-header-row [972, 1564, 1500, 1583]
article-paragraph: [প্রথম পৃষ্ঠার পর] সব দেশে গত এপ্রিলে তাদের উদ্বৃত্ত টিকা দান করা শুরু করে। ইউনিসেফের হিসাবে যুক্তরাষ্ট্র কোভ্যাক্সের মাধ্যমে ৫০ লাখ ডোজ টিকা বাংলাদেশকে দিয়েছে। [388, 626, 690, 662]
article-paragraph: [পেছনের পৃষ্ঠার পর] নতুন কর্মস্থলে যাওয়ার একটু পরই আমাদের আসামি করা হয়। পরিবারের সদস্যরা জানান, বিয়ের পর থেকেই তাদের বিভিন্নভাবে হয়রানি করা হচ্ছিল। এ বিষয়ে থানায় অভিযোগ দেওয়া হয়েছে। [1217, 405, 1510, 441]
headline-foreign-arms: রাজধানীতে বিদেশি অস্ত্র মাদকসহ গ্রেফতার ২ [967, 161, 1201, 202]
table-cell: 07/10/2021 at 11.00 AM (Tender will be Received at any day before 07/10/2021 during office hour) [1368, 1615, 1500, 1661]
article-paragraph: আদালত সূত্র জানায়, রিটকারী তার বিরুদ্ধে দায়ের হওয়া মামলাগুলোর কার্যক্রম স্থগিত চেয়ে আবেদন করেছিলেন। শুনানি শেষে আদালত রিটটি কার্যতালিকা থেকে বাদ দেন। [1217, 309, 1510, 344]
headline-ctg-bus: চট্টগ্রামে বাসে [1045, 413, 1123, 430]
article-paragraph: [পেছনের পৃষ্ঠার পর] নতুন কর্মস্থলে যাওয়ার একটু পরই আমাদের আসামি করা হয়। পরিবারের সদস্যরা জানান, বিয়ের পর থেকেই তাদের বিভিন্নভাবে হয়রানি করা হচ্ছিল। এ বিষয়ে থানায় অভিযোগ দেওয়া হয়েছে। [1217, 442, 1510, 477]
addendum-number: Addendum No. 3 [334, 1587, 417, 1600]
table-cell: 22/09/2021 [1242, 1583, 1369, 1615]
article-paragraph: [পেছনের পৃষ্ঠার পর] আন্তর্জাতিক চোরচক্রের সদস্যদের গ্রেফতারের পর তাদের কাছ থেকে জানা যায়, চুরির আগে এলাকা রেকি করতেন চক্রের এক সদস্যের স্ত্রী। তিনি বাসাবাড়িতে কাজের কথা বলে ঢুকে তথ্য সংগ্রহ করতেন। পরে সেই তথ্যের ভিত্তিতে রাতে চুরি করা হতো। [48, 599, 371, 647]
article-paragraph: [পেছনের পৃষ্ঠার পর] পদ্মা বহুমুখী সেতুর পাশাপাশি রেললাইন নির্মাণের কাজ এগিয়ে চলছে। প্রকল্প কর্মকর্তারা জানান, মাওয়া থেকে জাজিরা পর্যন্ত রেলসংযোগ স্থাপনের কাজ দ্রুতগতিতে চলছে। [704, 1499, 944, 1546]
table-cell: Tender Closing date & time (Tender Notice Sl. No.18) [65, 1863, 254, 1896]
memo-date: Dated. 20-9-2021 [548, 1568, 634, 1581]
article-paragraph: বিজিএমইএ নেতারা বলেন, ধর্মঘটের কারণে তৈরি পোশাক খাতে বিরূপ প্রভাব পড়ছে। সরকারের হস্তক্ষেপে দ্রুত সমস্যার সমাধান চান তারা। [704, 721, 944, 757]
article-paragraph: [প্রথম পৃষ্ঠার পর] জেলা, থানা, উপজেলা ও পৌর কমিটি ভেঙে নতুন কমিটি গঠনের প্রক্রিয়া শুরু হয়েছে। দলের কেন্দ্রীয় নেতারা বলেন, তৃণমূলকে শক্তিশালী করতেই এ উদ্যোগ। দ্রুত সময়ের মধ্যে নতুন কমিটি গঠন করা হবে। [1217, 659, 1510, 695]
article-paragraph: [প্রথম পৃষ্ঠার পর] দেশে করোনা শনাক্তের হার কমে এসেছে। স্বাস্থ্য অধিদফতর জানায়, গত ২৪ ঘণ্টায় নতুন শনাক্ত ও মৃত্যুর সংখ্যা কমেছে। নমুনা পরীক্ষার তুলনায় শনাক্তের হার দীর্ঘদিন পর সর্বনিম্ন। [958, 820, 1209, 856]
article-paragraph: বিজ্ঞান ও প্রযুক্তিমন্ত্রী স্থপতি ইয়াফেস ওসমান বলেন, পারমাণবিক বিদ্যুৎকেন্দ্র স্থাপনের মাধ্যমে দেশের জ্বালানি নিরাপত্তা নিশ্চিত হবে। নির্ধারিত সময়ের মধ্যেই প্রকল্পের কাজ শেষ করা সম্ভব হবে। [704, 371, 944, 418]
article-paragraph: [পেছনের পৃষ্ঠার পর] করা হয়। তিনি জানান, আদিবাসী পুরুষরা নানা আচার পালন করে মাদল, ঢোল, করতাল ও ঘুঙুরের তালে নাচ ও গানে মেতে ওঠেন। নারীরা ঐতিহ্যবাহী পোশাকে সেজে এই উৎসবে অংশ নেন। [388, 457, 690, 492]
article-paragraph: দলীয় সূত্র জানায়, মেয়াদোত্তীর্ণ কমিটিগুলো ভেঙে দেওয়া হচ্ছে। সম্মেলনের মাধ্যমে নতুন নেতৃত্ব নির্বাচন করা হবে। এ লক্ষ্যে সাংগঠনিক সম্পাদকদের দায়িত্ব দেওয়া হয়েছে। [1217, 843, 1510, 879]
logo-text: বাংলাদেশ প্রতিদিন [48, 77, 290, 117]
article-paragraph: [প্রথম পৃষ্ঠার পর] প্রধানমন্ত্রী শেখ হাসিনাকে টেকসই উন্নয়ন লক্ষ্যমাত্রা অর্জনে বাংলাদেশের অগ্রগতির জন্য এসডিএসএন এই পুরস্কার দিয়েছে। পুরস্কার গ্রহণ করে তিনি দেশের মানুষকে উৎসর্গ করেন। [958, 749, 1209, 796]
article-paragraph: যুক্তরাষ্ট্রের প্রেসিডেন্ট বাইডেন বলেন, বিশ্বের সব মানুষকে টিকার আওতায় আনতে কাজ করছে তার দেশ। বাংলাদেশ এ উদ্যোগে প্রথম দেশ হিসেবে টিকা পেয়েছে। এতে দুই দেশের সম্পর্ক আরও দৃঢ় হবে বলে জানান কর্মকর্তারা। [388, 663, 690, 699]
signature-mark: Sd. [315, 2084, 355, 2120]
table-cell: 22-9-2021 at 11-00AM [253, 1863, 442, 1896]
table-cell: 23/09/2021 at 11.30 AM [1242, 1661, 1369, 1693]
ad-code: বিদ্যুৎ/জন-১৪৬ (৩)২১/৯/২১ [61, 2294, 177, 2305]
article-paragraph: [প্রথম পৃষ্ঠার পর] দেশে করোনা শনাক্তের হার কমে এসেছে। স্বাস্থ্য অধিদফতর জানায়, গত ২৪ ঘণ্টায় নতুন শনাক্ত ও মৃত্যুর সংখ্যা কমেছে। নমুনা পরীক্ষার তুলনায় শনাক্তের হার দীর্ঘদিন পর সর্বনিম্ন। [958, 856, 1209, 893]
article-paragraph: রেলপথমন্ত্রী বলেন, পদ্মা সেতুতে রেললাইন চালু হলে দক্ষিণ-পশ্চিমাঞ্চলের সঙ্গে রাজধানীর যোগাযোগ সহজ হবে। এতে অর্থনৈতিক উন্নয়নে নতুন দিগন্ত উন্মোচিত হবে। ঢাকা থেকে যশোর পর্যন্ত রেললাইন নির্মাণের কাজ চলছে। [704, 1547, 944, 1595]
article-paragraph: র‍্যাব জানায়, গোপন সংবাদের ভিত্তিতে অভিযান চালিয়ে তাদের গ্রেফতার করা হয়। তারা দীর্ঘদিন ধরে অস্ত্র ও মাদক ব্যবসার সঙ্গে জড়িত। [965, 257, 1203, 293]
article-paragraph: [প্রথম পৃষ্ঠার পর] প্রধানমন্ত্রী শেখ হাসিনাকে টেকসই উন্নয়ন লক্ষ্যমাত্রা অর্জনে বাংলাদেশের অগ্রগতির জন্য এসডিএসএন এই পুরস্কার দিয়েছে। পুরস্কার গ্রহণ করে তিনি দেশের মানুষকে উৎসর্গ করেন। [958, 652, 1209, 699]
article-paragraph: প্রকল্পের আওতায় নতুন স্টেশন, সেতু ও কালভার্ট নির্মাণ করা হচ্ছে। নির্ধারিত সময়ের মধ্যে কাজ শেষ করতে সংশ্লিষ্টরা কাজ করছেন। [704, 926, 944, 962]
headline-recce-wife: রেকি করে স্ত্রী [171, 493, 248, 511]
signer-line: (Rubina Haque) [330, 2133, 413, 2146]
article-paragraph: [প্রথম পৃষ্ঠার পর] দেশে করোনা শনাক্তের হার কমে এসেছে। স্বাস্থ্য অধিদফতর জানায়, গত ২৪ ঘণ্টায় নতুন শনাক্ত ও মৃত্যুর সংখ্যা কমেছে। নমুনা পরীক্ষার তুলনায় শনাক্তের হার দীর্ঘদিন পর সর্বনিম্ন। [958, 893, 1209, 929]
article-paragraph: [পেছনের পৃষ্ঠার পর] দ্রুতগতির বাসের ধাক্কায় এক পথচারী নিহত হয়েছেন। ঘটনার পর বিক্ষুব্ধ জনতা বাসটি আটক করে। পুলিশ চালককে গ্রেফতার করেছে। [958, 544, 1209, 580]
headline-committee: ভাঙছে কমিটি আসছে [1300, 565, 1427, 582]
office-line: Tel : 02223383081, [532, 1436, 618, 1447]
article-paragraph: কারাম উৎসব প্রকৃতি ও কৃষির সঙ্গে সম্পর্কিত। ফসলের মঙ্গল কামনায় এ উৎসব পালন করা হয়। উৎসবকে ঘিরে এলাকায় আনন্দঘন পরিবেশ সৃষ্টি হয়। দূরদূরান্ত থেকে মানুষ এ উৎসব দেখতে আসে। [388, 347, 690, 382]
article-paragraph: প্রকল্প পরিচালক জানান, করোনা পরিস্থিতির মধ্যেও কাজ অব্যাহত ছিল। রাশিয়ার প্রকৌশলীরা এই প্রকল্পে কাজ করছেন। নিরাপত্তার সর্বোচ্চ মান বজায় রেখে প্রকল্পের কাজ এগিয়ে নেওয়া হচ্ছে। [704, 419, 944, 466]
article-paragraph: [প্রথম পৃষ্ঠার পর] স্বাস্থ্য অধিদফতরের গাড়িচালক আবদুল মালেকের স্ত্রী ও সন্তানদের নামে বিপুল সম্পদের সন্ধান পাওয়া গেছে। দুর্নীতি দমন কমিশন তাদের সম্পদের হিসাব চেয়ে নোটিস দিয়েছে। ২০০৪-০৫ করবর্ষ থেকে ২০২০ সাল পর্যন্ত অর্জিত সম্পদের হিসাব চাওয়া হয়। [48, 707, 371, 754]
signer-line: ( RUBINA HAQUE ) [1386, 1874, 1457, 1883]
article-paragraph: যুক্তরাষ্ট্রের প্রেসিডেন্ট বাইডেন বলেন, বিশ্বের সব মানুষকে টিকার আওতায় আনতে কাজ করছে তার দেশ। বাংলাদেশ এ উদ্যোগে প্রথম দেশ হিসেবে টিকা পেয়েছে। এতে দুই দেশের সম্পর্ক আরও দৃঢ় হবে বলে জানান কর্মকর্তারা। [388, 553, 690, 589]
article-paragraph: [প্রথম পৃষ্ঠার পর] সুপ্রিম কোর্টের আইনজীবী কামরুল ইসলাম। তিনি বলেন, সম্পত্তি আমরা দেখতে পাচ্ছি অটি চ্যানেলগুলো বিজ্ঞাপনের মাধ্যমে জেরোড়া ব্যবসা করছে। এ বিষয়ে আদালতের নির্দেশনা চাওয়া হয়েছে। [388, 250, 690, 285]
article-paragraph: [প্রথম পৃষ্ঠার পর] জনগণের প্রত্যেক যে সরকার বেছে নেয় তার ভূমিকা সম্পর্কে প্রধানমন্ত্রী বলেন, আমরা সবসময় জনগণের পাশে থেকেছি। কভিড মহামারী মোকাবিলায় বাংলাদেশ সাফল্য দেখিয়েছে। দেশের অর্থনীতি সচল রাখতে প্রণোদনা প্যাকেজ ঘোষণা করা হয়েছে। [48, 937, 371, 984]
article-signature: নয়াদিল্লি প্রতিনিধি [621, 774, 690, 786]
